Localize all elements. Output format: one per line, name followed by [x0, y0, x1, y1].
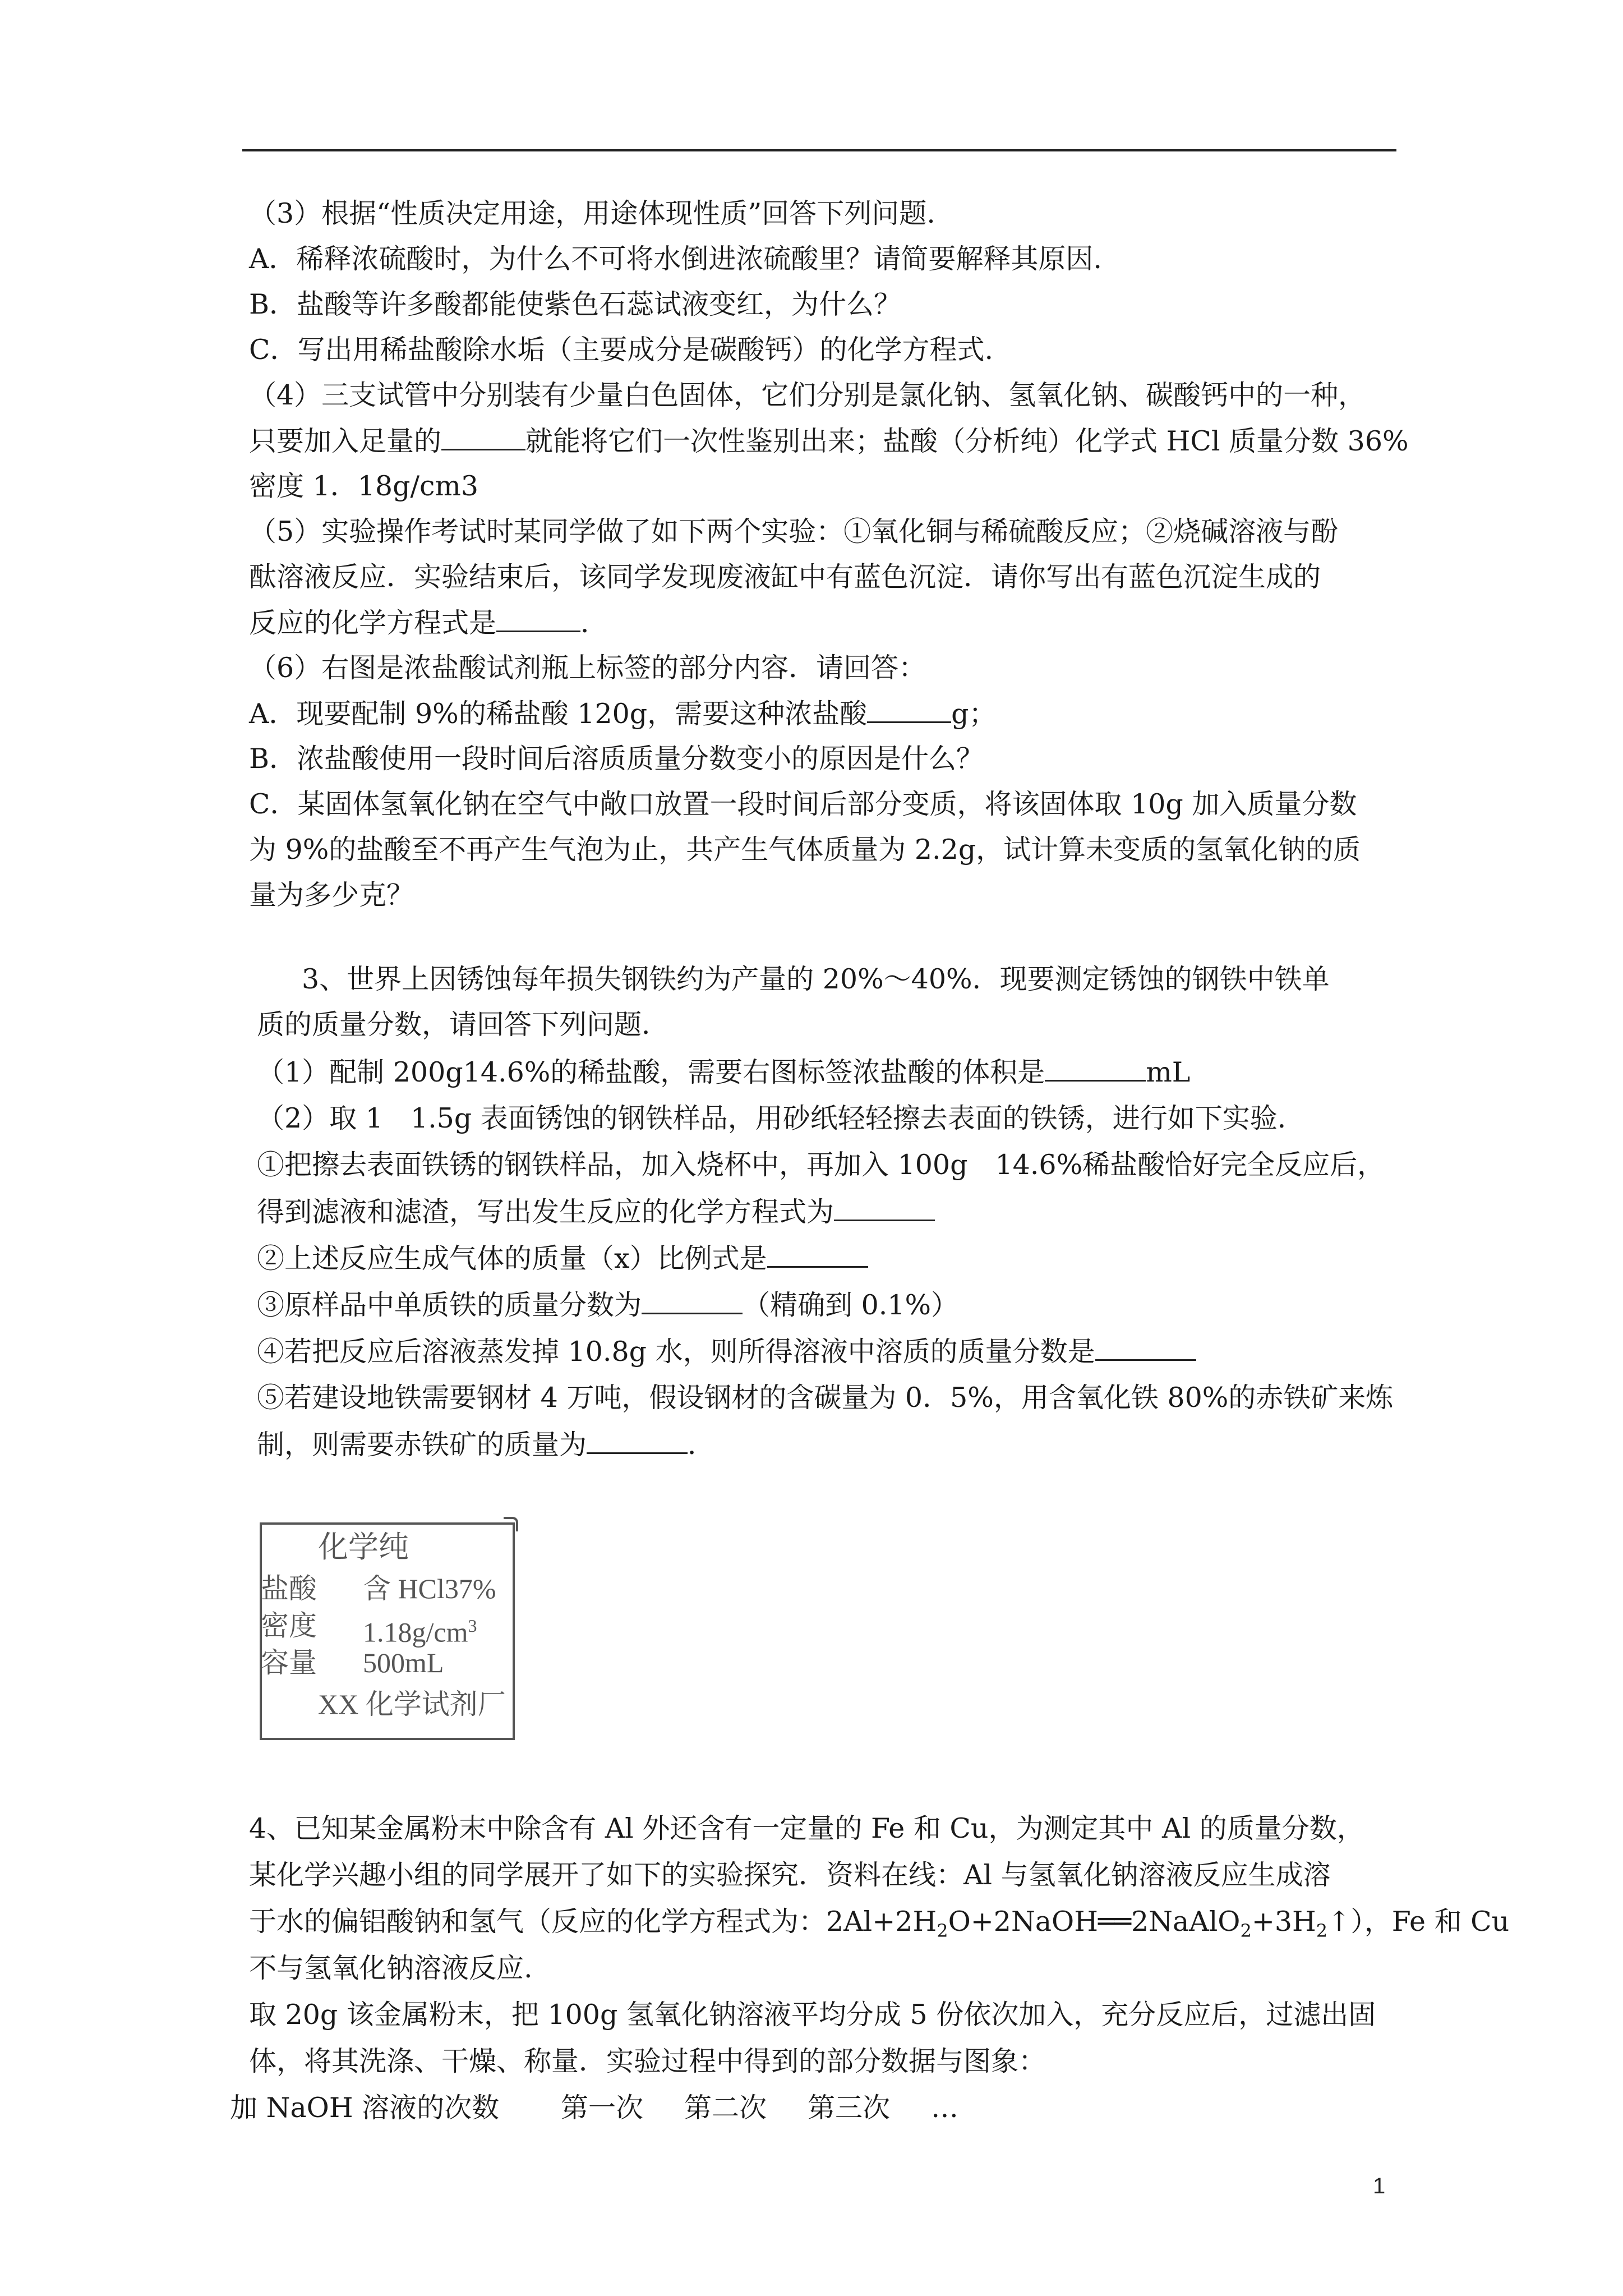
q2-part4-text2: 就能将它们一次性鉴别出来；盐酸（分析纯）化学式 HCl 质量分数 36% [525, 425, 1409, 457]
q2-part6: （6）右图是浓盐酸试剂瓶上标签的部分内容．请回答： [249, 652, 926, 684]
q2-part6-c-line1: C．某固体氢氧化钠在空气中敞口放置一段时间后部分变质，将该固体取 10g 加入质量分数 [249, 788, 1357, 820]
q2-part6-a-unit: g； [951, 698, 997, 730]
answer-blank[interactable] [642, 1288, 743, 1314]
q4-col3: 第三次 [808, 2092, 891, 2124]
q3-step5-text: 制，则需要赤铁矿的质量为 [257, 1429, 587, 1461]
answer-blank[interactable] [441, 424, 525, 450]
label-row1-name: 盐酸 [261, 1573, 317, 1604]
q4-table-header: 加 NaOH 溶液的次数 [230, 2092, 500, 2124]
q2-part3-b: B．盐酸等许多酸都能使紫色石蕊试液变红，为什么？ [249, 288, 902, 320]
q2-part5-end: ． [580, 607, 608, 639]
q4-line3 [249, 1905, 1509, 1948]
q2-part6-a [249, 697, 997, 731]
q2-part5-text: 反应的化学方程式是 [249, 607, 497, 639]
label-title: 化学纯 [318, 1530, 409, 1564]
q4-line6: 体，将其洗涤、干燥、称量．实验过程中得到的部分数据与图象： [249, 2045, 1046, 2077]
q2-part6-c-line2: 为 9%的盐酸至不再产生气泡为止，共产生气体质量为 2.2g，试计算未变质的氢氧化钠的质 [249, 834, 1361, 866]
reagent-label [260, 1522, 515, 1740]
label-maker: XX 化学试剂厂 [318, 1688, 506, 1720]
q2-part4-line2 [249, 424, 1409, 458]
header-rule [242, 149, 1396, 151]
q4-line3-a: 于水的偏铝酸钠和氢气（反应的化学方程式为：2Al+2H [249, 1906, 937, 1938]
density-sup: 3 [468, 1616, 477, 1636]
q2-part4-line1: （4）三支试管中分别装有少量白色固体，它们分别是氯化钠、氢氧化钠、碳酸钙中的一种， [249, 379, 1366, 411]
q2-part6-a-text: A．现要配制 9%的稀盐酸 120g，需要这种浓盐酸 [249, 698, 868, 730]
q2-part5-line1: （5）实验操作考试时某同学做了如下两个实验：①氧化铜与稀硫酸反应；②烧碱溶液与酚 [249, 516, 1339, 547]
label-row2-name: 密度 [261, 1610, 317, 1641]
answer-blank[interactable] [834, 1195, 935, 1221]
answer-blank[interactable] [1095, 1335, 1196, 1361]
q3-step3 [257, 1288, 958, 1322]
q3-sub1-unit: mL [1146, 1056, 1191, 1088]
page-number: 1 [1373, 2174, 1386, 2198]
q3-step4 [257, 1335, 1196, 1369]
q3-step3-text: ③原样品中单质铁的质量分数为 [257, 1289, 642, 1321]
answer-blank[interactable] [867, 697, 951, 723]
q3-step2 [257, 1241, 868, 1276]
q4-line3-b: O+2NaOH══2NaAlO [948, 1906, 1241, 1938]
q3-sub2: （2）取 1 1.5g 表面锈蚀的钢铁样品，用砂纸轻轻擦去表面的铁锈，进行如下实验． [257, 1102, 1305, 1134]
q2-part5-line3 [249, 606, 608, 640]
q3-step4-text: ④若把反应后溶液蒸发掉 10.8g 水，则所得溶液中溶质的质量分数是 [257, 1336, 1095, 1368]
q4-line1: 4、已知某金属粉末中除含有 Al 外还含有一定量的 Fe 和 Cu，为测定其中 Al 的质量分数， [249, 1812, 1364, 1844]
answer-blank[interactable] [587, 1428, 688, 1454]
answer-blank[interactable] [1045, 1055, 1146, 1082]
q4-col1: 第一次 [561, 2092, 644, 2124]
answer-blank[interactable] [496, 606, 580, 632]
q3-step2-text: ②上述反应生成气体的质量（x）比例式是 [257, 1243, 767, 1274]
label-row2-value [363, 1609, 477, 1649]
label-row3-name: 容量 [261, 1647, 317, 1678]
q2-part6-c-line3: 量为多少克？ [249, 879, 414, 911]
q2-part6-b: B．浓盐酸使用一段时间后溶质质量分数变小的原因是什么？ [249, 743, 984, 775]
density-value: 1.18g/cm [363, 1616, 468, 1648]
q3-step3-note: （精确到 0.1%） [743, 1289, 959, 1321]
q3-intro-line2: 质的质量分数，请回答下列问题． [257, 1009, 670, 1041]
q3-intro-line1: 3、世界上因锈蚀每年损失钢铁约为产量的 20%～40%．现要测定锈蚀的钢铁中铁单 [302, 963, 1330, 995]
sub-2: 2 [1240, 1920, 1252, 1941]
q4-line2: 某化学兴趣小组的同学展开了如下的实验探究．资料在线：Al 与氢氧化钠溶液反应生成溶 [249, 1859, 1331, 1891]
q4-col-more: … [931, 2092, 958, 2124]
q3-step1-text: 得到滤液和滤渣，写出发生反应的化学方程式为 [257, 1196, 834, 1228]
sub-2: 2 [1316, 1920, 1328, 1941]
label-row1-value: 含 HCl37% [363, 1573, 496, 1604]
q2-part4-line3: 密度 1．18g/cm3 [249, 470, 479, 502]
sub-2: 2 [937, 1920, 948, 1941]
q3-step1-line2 [257, 1195, 935, 1229]
q2-part5-line2: 酞溶液反应．实验结束后，该同学发现废液缸中有蓝色沉淀．请你写出有蓝色沉淀生成的 [249, 561, 1321, 593]
q4-line3-d: ↑），Fe 和 Cu [1327, 1906, 1510, 1938]
q4-line3-c: +3H [1251, 1906, 1316, 1938]
q4-line4: 不与氢氧化钠溶液反应. [249, 1952, 533, 1984]
q2-part4-text: 只要加入足量的 [249, 425, 442, 457]
q3-sub1-text: （1）配制 200g14.6%的稀盐酸，需要右图标签浓盐酸的体积是 [257, 1056, 1045, 1088]
q2-part3-a: A．稀释浓硫酸时，为什么不可将水倒进浓硫酸里？请简要解释其原因. [249, 243, 1102, 275]
q3-step1-line1: ①把擦去表面铁锈的钢铁样品，加入烧杯中，再加入 100g 14.6%稀盐酸恰好完全反应后， [257, 1149, 1385, 1181]
answer-blank[interactable] [767, 1241, 868, 1268]
q4-col2: 第二次 [684, 2092, 767, 2124]
label-row3-value: 500mL [363, 1647, 444, 1678]
q2-part3-c: C．写出用稀盐酸除水垢（主要成分是碳酸钙）的化学方程式. [249, 334, 994, 366]
q3-step5-line2 [257, 1428, 715, 1462]
q3-step5-end: ． [688, 1429, 716, 1461]
label-corner-curl [504, 1517, 518, 1531]
q4-line5: 取 20g 该金属粉末，把 100g 氢氧化钠溶液平均分成 5 份依次加入，充分反应后，过滤出固 [249, 1999, 1376, 2031]
q3-sub1 [257, 1055, 1190, 1089]
q3-step5-line1: ⑤若建设地铁需要钢材 4 万吨，假设钢材的含碳量为 0．5%，用含氧化铁 80%的赤铁矿来炼 [257, 1382, 1394, 1414]
q2-part3: （3）根据“性质决定用途，用途体现性质”回答下列问题. [249, 197, 935, 229]
